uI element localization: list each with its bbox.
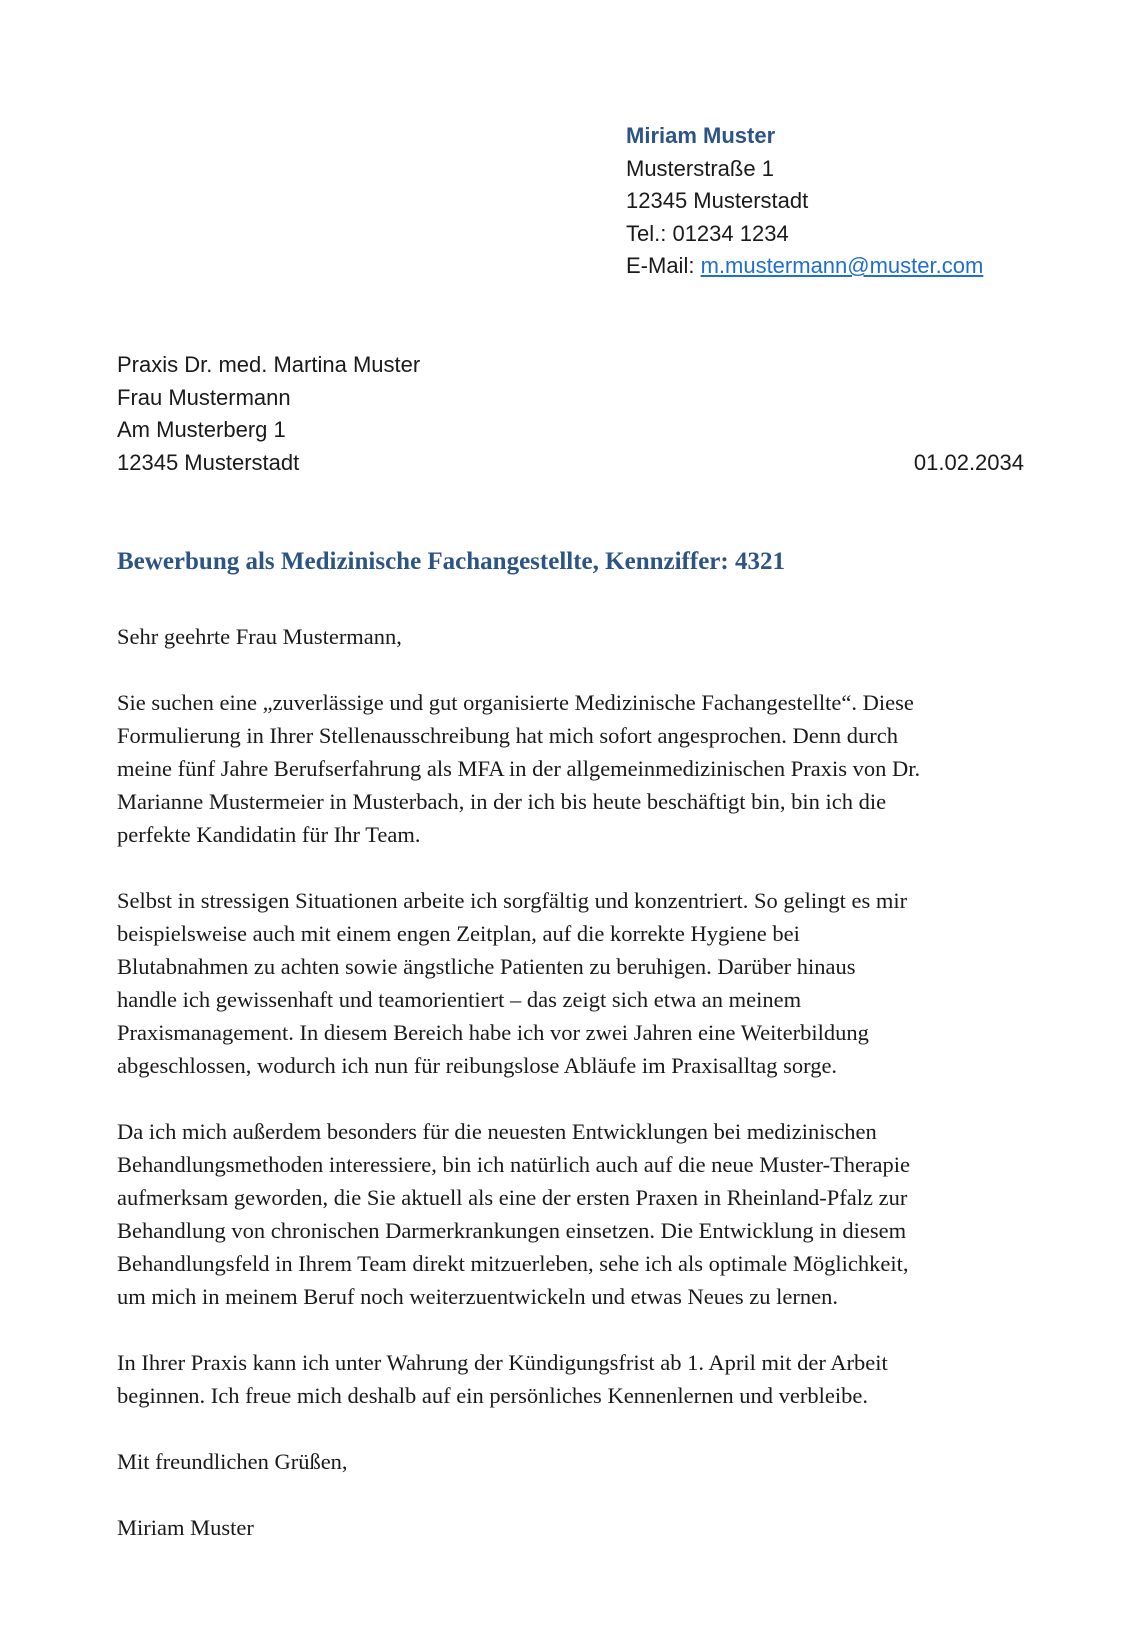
sender-phone: Tel.: 01234 1234: [626, 220, 789, 246]
recipient-street: Am Musterberg 1: [117, 417, 286, 442]
paragraph-line: aufmerksam geworden, die Sie aktuell als eine der ersten Praxen in Rheinland-Pfalz zur: [117, 1185, 908, 1210]
sender-street: Musterstraße 1: [626, 155, 774, 181]
letter-date: 01.02.2034: [913, 449, 1024, 475]
paragraph-4: [117, 1346, 1047, 1412]
paragraph-2: [117, 884, 1047, 1082]
paragraph-line: Praxismanagement. In diesem Bereich habe ich vor zwei Jahren eine Weiterbildung: [117, 1020, 869, 1045]
sender-email-label: E-Mail:: [626, 253, 701, 278]
paragraph-line: Formulierung in Ihrer Stellenausschreibung hat mich sofort angesprochen. Denn durch: [117, 723, 899, 748]
sender-email-line: [626, 250, 983, 283]
paragraph-line: beispielsweise auch mit einem engen Zeitplan, auf die korrekte Hygiene bei: [117, 921, 800, 946]
letter-body: [117, 620, 1047, 1577]
paragraph-line: Behandlungsmethoden interessiere, bin ich natürlich auch auf die neue Muster-Therapie: [117, 1152, 911, 1177]
paragraph-line: Sie suchen eine „zuverlässige und gut organisierte Medizinische Fachangestellte“. Diese: [117, 690, 914, 715]
paragraph-line: abgeschlossen, wodurch ich nun für reibungslose Abläufe im Praxisalltag sorge.: [117, 1053, 838, 1078]
recipient-practice: Praxis Dr. med. Martina Muster: [117, 352, 421, 377]
recipient-address-block: [117, 349, 420, 479]
paragraph-line: Blutabnahmen zu achten sowie ängstliche Patienten zu beruhigen. Darüber hinaus: [117, 954, 856, 979]
paragraph-line: Marianne Mustermeier in Musterbach, in der ich bis heute beschäftigt bin, bin ich die: [117, 789, 887, 814]
recipient-city: 12345 Musterstadt: [117, 449, 300, 475]
sender-name: Miriam Muster: [626, 123, 776, 148]
paragraph-line: In Ihrer Praxis kann ich unter Wahrung der Kündigungsfrist ab 1. April mit der Arbeit: [117, 1350, 888, 1375]
sender-address-block: [626, 120, 983, 283]
paragraph-line: um mich in meinem Beruf noch weiterzuentwickeln und etwas Neues zu lernen.: [117, 1284, 839, 1309]
paragraph-line: Behandlungsfeld in Ihrem Team direkt mitzuerleben, sehe ich als optimale Möglichkeit,: [117, 1251, 909, 1276]
recipient-contact: Frau Mustermann: [117, 384, 291, 410]
paragraph-line: Behandlung von chronischen Darmerkrankungen einsetzen. Die Entwicklung in diesem: [117, 1218, 907, 1243]
closing: Mit freundlichen Grüßen,: [117, 1449, 348, 1474]
letter-subject: Bewerbung als Medizinische Fachangestellte, Kennziffer: 4321: [117, 548, 785, 575]
paragraph-line: Selbst in stressigen Situationen arbeite ich sorgfältig und konzentriert. So gelingt es mir: [117, 888, 908, 913]
signature-name: Miriam Muster: [117, 1515, 254, 1540]
paragraph-line: Da ich mich außerdem besonders für die neuesten Entwicklungen bei medizinischen: [117, 1119, 877, 1144]
paragraph-line: beginnen. Ich freue mich deshalb auf ein persönliches Kennenlernen und verbleibe.: [117, 1383, 868, 1408]
paragraph-line: handle ich gewissenhaft und teamorientiert – das zeigt sich etwa an meinem: [117, 987, 802, 1012]
sender-email-link[interactable]: m.mustermann@muster.com: [700, 253, 984, 278]
paragraph-line: perfekte Kandidatin für Ihr Team.: [117, 822, 421, 847]
paragraph-1: [117, 686, 1047, 851]
salutation: Sehr geehrte Frau Mustermann,: [117, 624, 402, 649]
paragraph-line: meine fünf Jahre Berufserfahrung als MFA in der allgemeinmedizinischen Praxis von Dr.: [117, 756, 921, 781]
paragraph-3: [117, 1115, 1047, 1313]
sender-city: 12345 Musterstadt: [626, 188, 809, 213]
